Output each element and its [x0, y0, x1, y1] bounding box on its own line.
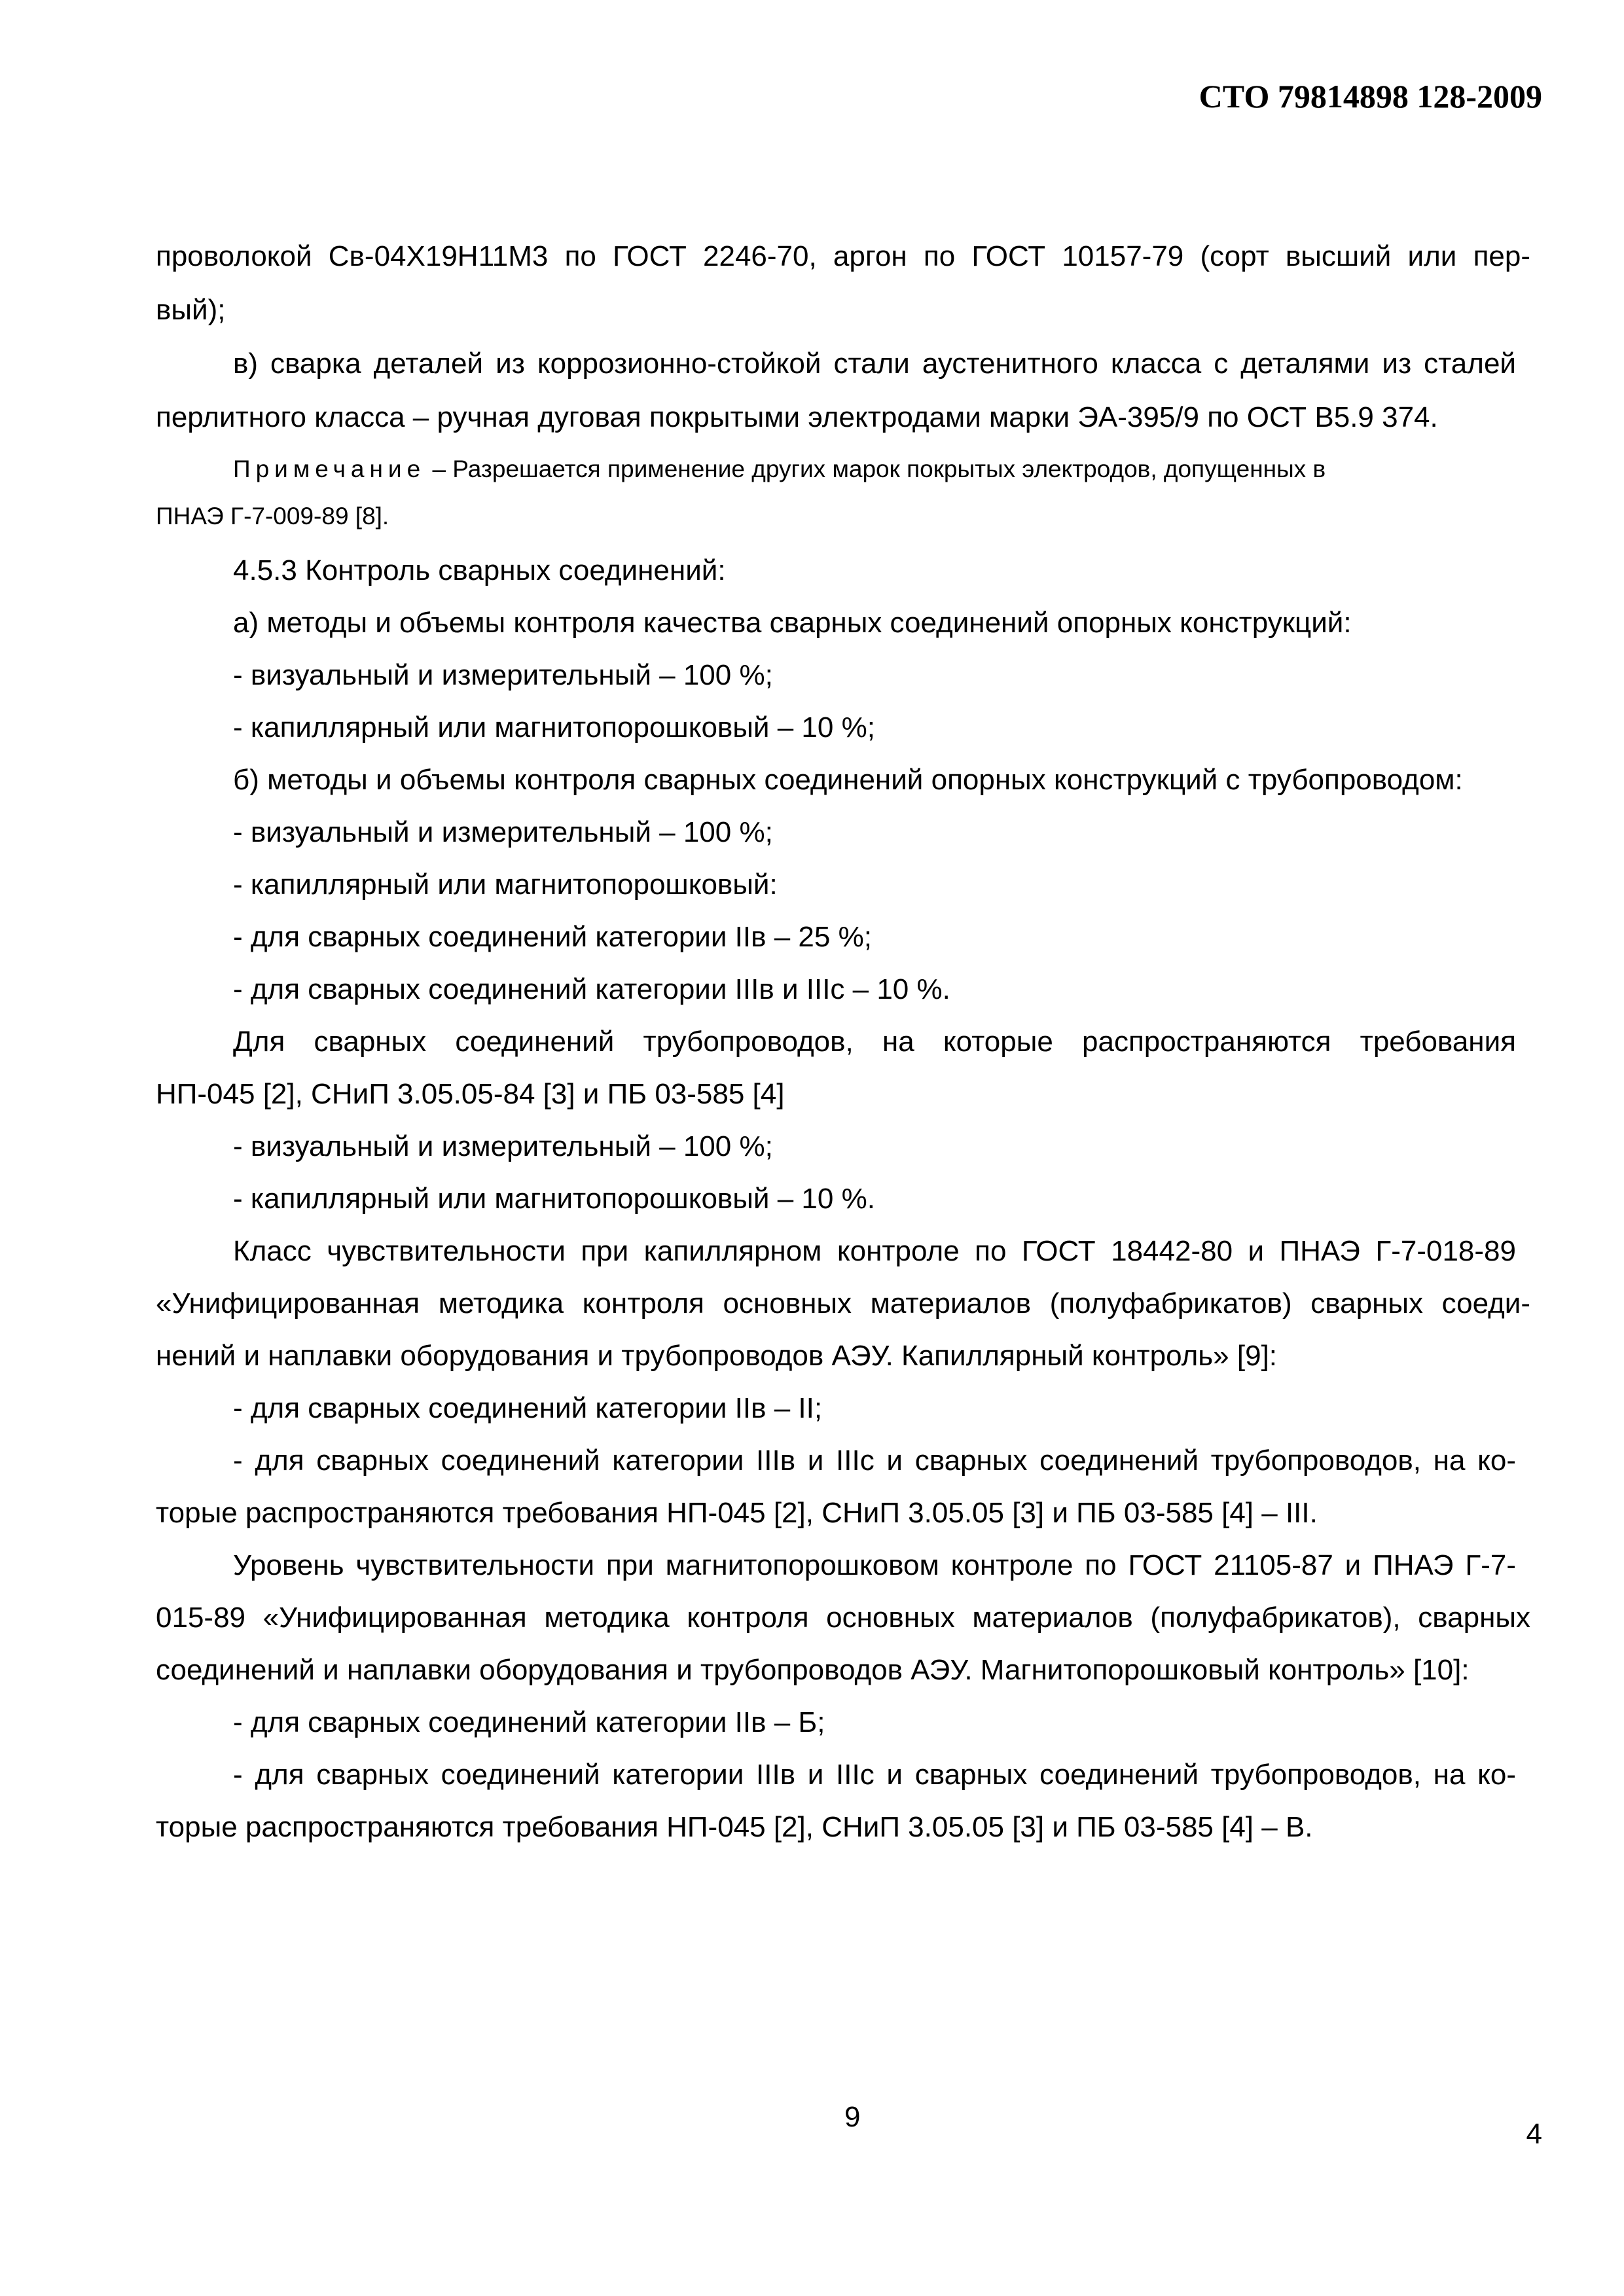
text-line: а) методы и объемы контроля качества сварных соединений опорных конструкций: — [233, 607, 1352, 639]
text-line: торые распространяются требования НП-045 [2], СНиП 3.05.05 [3] и ПБ 03-585 [4] – В. — [156, 1811, 1313, 1843]
text-line: соединений и наплавки оборудования и трубопроводов АЭУ. Магнитопорошковый контроль» [10]: — [156, 1654, 1470, 1686]
list-item: - для сварных соединений категории IIIв и IIIс и сварных соединений трубопроводов, на ко- — [233, 1444, 1516, 1477]
list-item: - для сварных соединений категории IIIв и IIIс и сварных соединений трубопроводов, на ко- — [233, 1759, 1516, 1791]
text-line: торые распространяются требования НП-045 [2], СНиП 3.05.05 [3] и ПБ 03-585 [4] – III. — [156, 1497, 1318, 1529]
text-line: «Унифицированная методика контроля основных материалов (полуфабрикатов) сварных соеди- — [156, 1287, 1530, 1319]
list-item: - капиллярный или магнитопорошковый – 10 %; — [233, 711, 875, 744]
list-item: - капиллярный или магнитопорошковый – 10 %. — [233, 1183, 875, 1215]
text-line: вый); — [156, 294, 226, 326]
text-line: нений и наплавки оборудования и трубопроводов АЭУ. Капиллярный контроль» [9]: — [156, 1340, 1278, 1372]
page-number: 9 — [844, 2101, 861, 2133]
sheet-number: 4 — [1526, 2118, 1542, 2150]
note-line — [233, 457, 1326, 481]
note-line: ПНАЭ Г-7-009-89 [8]. — [156, 503, 389, 529]
text-line: Класс чувствительности при капиллярном контроле по ГОСТ 18442-80 и ПНАЭ Г-7-018-89 — [233, 1235, 1516, 1267]
text-line: перлитного класса – ручная дуговая покрытыми электродами марки ЭА-395/9 по ОСТ В5.9 374. — [156, 401, 1438, 433]
note-label: Примечание — [233, 456, 426, 482]
document-code: СТО 79814898 128-2009 — [1199, 78, 1542, 115]
text-line: в) сварка деталей из коррозионно-стойкой стали аустенитного класса с деталями из сталей — [233, 348, 1516, 380]
text-line: б) методы и объемы контроля сварных соединений опорных конструкций с трубопроводом: — [233, 764, 1463, 796]
text-line: 015-89 «Унифицированная методика контроля основных материалов (полуфабрикатов), сварных — [156, 1602, 1530, 1634]
note-text: – Разрешается применение других марок покрытых электродов, допущенных в — [425, 456, 1326, 482]
list-item: - визуальный и измерительный – 100 %; — [233, 659, 773, 691]
list-item: - визуальный и измерительный – 100 %; — [233, 1130, 773, 1162]
list-item: - капиллярный или магнитопорошковый: — [233, 869, 778, 901]
list-item: - для сварных соединений категории IIв – II; — [233, 1392, 823, 1424]
list-item: - для сварных соединений категории IIв – 25 %; — [233, 921, 872, 953]
text-line: проволокой Св-04Х19Н11М3 по ГОСТ 2246-70, аргон по ГОСТ 10157-79 (сорт высший или пер- — [156, 240, 1530, 272]
list-item: - для сварных соединений категории IIIв и IIIс – 10 %. — [233, 973, 950, 1005]
text-line: НП-045 [2], СНиП 3.05.05-84 [3] и ПБ 03-585 [4] — [156, 1078, 785, 1110]
list-item: - для сварных соединений категории IIв – Б; — [233, 1706, 825, 1738]
section-heading: 4.5.3 Контроль сварных соединений: — [233, 554, 726, 586]
text-line: Уровень чувствительности при магнитопорошковом контроле по ГОСТ 21105-87 и ПНАЭ Г-7- — [233, 1549, 1516, 1581]
list-item: - визуальный и измерительный – 100 %; — [233, 816, 773, 848]
text-line: Для сварных соединений трубопроводов, на которые распространяются требования — [233, 1026, 1516, 1058]
